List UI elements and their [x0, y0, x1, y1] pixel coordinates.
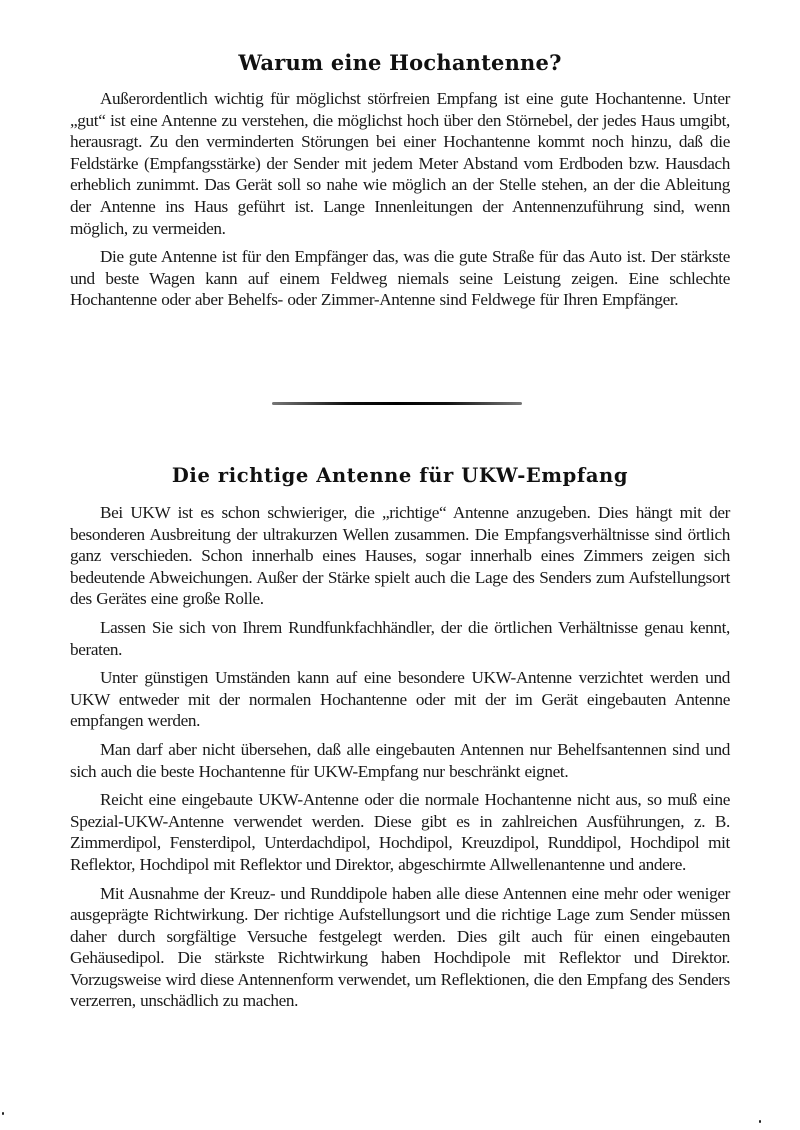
paragraph: Man darf aber nicht übersehen, daß alle eingebauten Antennen nur Behelfsantennen sind und sich auch die beste Hochantenne für UKW-Empfang nur beschränkt eignet. [70, 739, 730, 781]
section-ukw-body [70, 502, 730, 1019]
paragraph: Lassen Sie sich von Ihrem Rundfunkfachhändler, der die örtlichen Verhältnisse genau kennt, beraten. [70, 617, 730, 659]
paragraph: Unter günstigen Umständen kann auf eine besondere UKW-Antenne verzichtet werden und UKW entweder mit der normalen Hochantenne oder mit der im Gerät eingebauten Antenne empfangen werden. [70, 668, 730, 731]
section-hochantenne-body [70, 88, 730, 318]
section-divider-rule [272, 402, 522, 405]
paragraph: Reicht eine eingebaute UKW-Antenne oder die normale Hochantenne nicht aus, so muß eine Spezial-UKW-Antenne verwendet werden. Diese gibt es in zahlreichen Ausführungen, z. B. Zimmerdipol, Fensterdipol, Unterdachdipol, Hochdipol, Kreuzdipol, Runddipol, Hochdipol mit Reflektor, Hochdipol mit Reflektor und Direktor, abgeschirmte Allwellenantenne und andere. [70, 790, 730, 874]
scan-artifact [759, 1120, 761, 1123]
section-title-ukw-antenne: Die richtige Antenne für UKW-Empfang [171, 464, 629, 487]
scan-artifact [2, 1112, 4, 1115]
paragraph: Außerordentlich wichtig für möglichst störfreien Empfang ist eine gute Hochantenne. Unter „gut“ ist eine Antenne zu verstehen, die möglichst hoch über den Störnebel, der jedes Haus umgibt, herausragt. Zu den verminderten Störungen bei einer Hochantenne kommt noch hinzu, daß die Feldstärke (Empfangsstärke) der Sender mit jedem Meter Abstand vom Erdboden bzw. Hausdach erheblich zunimmt. Das Gerät soll so nahe wie möglich an der Stelle stehen, an der die Ableitung der Antenne ins Haus geführt ist. Lange Innenleitungen der Antennenzuführung sind, wenn möglich, zu vermeiden. [70, 89, 730, 238]
paragraph: Bei UKW ist es schon schwieriger, die „richtige“ Antenne anzugeben. Dies hängt mit der besonderen Ausbreitung der ultrakurzen Wellen zusammen. Die Empfangsverhältnisse sind örtlich ganz verschieden. Schon innerhalb eines Hauses, sogar innerhalb eines Zimmers zeigen sich bedeutende Abweichungen. Außer der Stärke spielt auch die Lage des Senders zum Aufstellungsort des Gerätes eine große Rolle. [70, 503, 730, 609]
paragraph: Mit Ausnahme der Kreuz- und Runddipole haben alle diese Antennen eine mehr oder weniger ausgeprägte Richtwirkung. Der richtige Aufstellungsort und die richtige Lage zum Sender müssen daher durch sorgfältige Versuche festgelegt werden. Dies gilt auch für einen eingebauten Gehäusedipol. Die stärkste Richtwirkung haben Hochdipole mit Reflektor und Direktor. Vorzugsweise wird diese Antennenform verwendet, um Reflektionen, die den Empfang des Senders verzerren, unschädlich zu machen. [70, 883, 730, 1011]
paragraph: Die gute Antenne ist für den Empfänger das, was die gute Straße für das Auto ist. Der stärkste und beste Wagen kann auf einem Feldweg niemals seine Leistung zeigen. Eine schlechte Hochantenne oder aber Behelfs- oder Zimmer-Antenne sind Feldwege für Ihren Empfänger. [70, 247, 730, 310]
section-title-hochantenne: Warum eine Hochantenne? [238, 50, 562, 75]
